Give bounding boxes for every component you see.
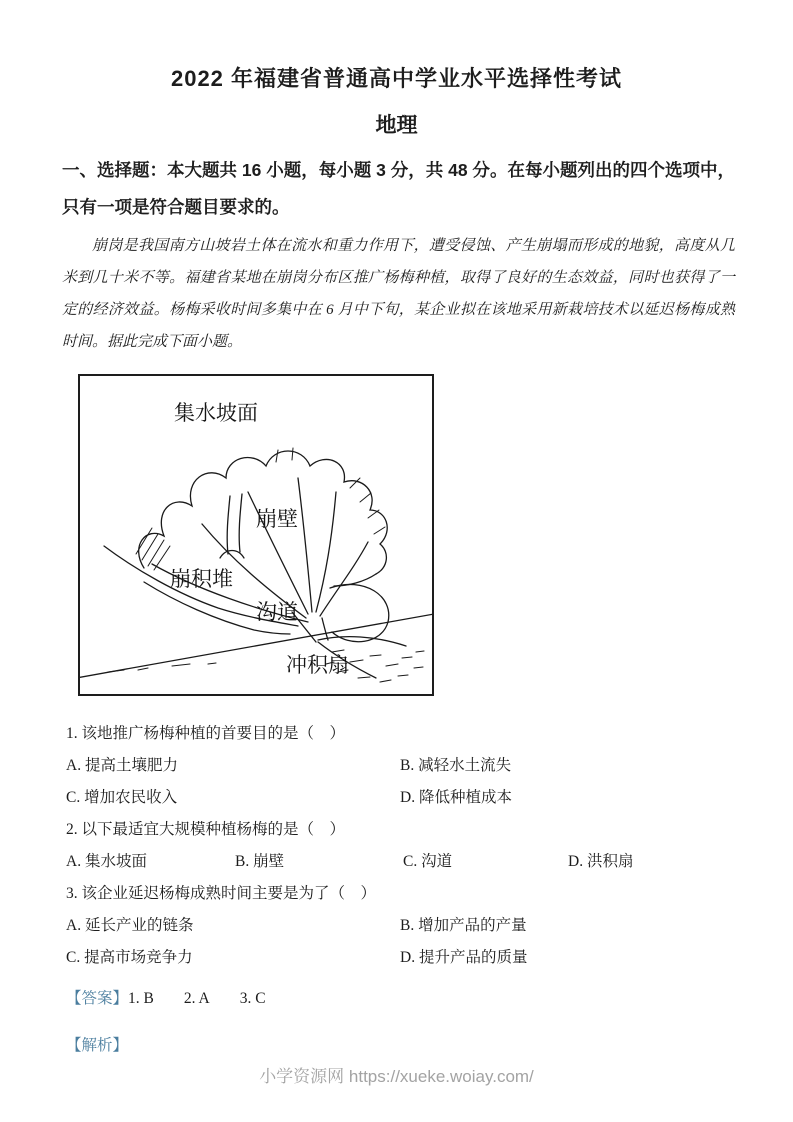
question-1-option-d: D. 降低种植成本: [400, 789, 512, 806]
answer-1: 1. B: [128, 990, 154, 1007]
question-1-options-row-2: [66, 782, 743, 814]
answers-label: 【答案】: [66, 990, 129, 1007]
sketch-lines: [80, 448, 432, 682]
section-instructions: 一、选择题：本大题共 16 小题，每小题 3 分，共 48 分。在每小题列出的四个选项中，只有一项是符合题目要求的。: [62, 160, 735, 217]
question-3-option-a: A. 延长产业的链条: [66, 917, 194, 934]
subject-title: 地理: [375, 114, 418, 137]
question-1-option-b: B. 减轻水土流失: [400, 757, 512, 774]
question-3-option-c: C. 提高市场竞争力: [66, 949, 193, 966]
figure-label-pile: 崩积堆: [170, 567, 233, 591]
question-3-option-d: D. 提升产品的质量: [400, 949, 528, 966]
question-3-stem: 3. 该企业延迟杨梅成熟时间主要是为了（ ）: [66, 885, 377, 902]
question-1-option-a: A. 提高土壤肥力: [66, 757, 178, 774]
question-1-stem: 1. 该地推广杨梅种植的首要目的是（ ）: [66, 725, 346, 742]
figure-label-channel: 沟道: [256, 600, 298, 624]
question-2-option-b: B. 崩壁: [235, 853, 285, 870]
figure-label-slope: 集水坡面: [174, 401, 258, 425]
answer-2: 2. A: [183, 990, 210, 1007]
analysis-line: [66, 1030, 743, 1062]
question-2-options-row: [66, 846, 743, 878]
question-2-option-c: C. 沟道: [403, 853, 453, 870]
question-2-option-d: D. 洪积扇: [568, 853, 634, 870]
question-2-stem: 2. 以下最适宜大规模种植杨梅的是（ ）: [66, 821, 346, 838]
sketch-right-lobe: [330, 584, 389, 641]
figure-label-fan: 冲积扇: [286, 653, 349, 677]
question-3-option-b: B. 增加产品的产量: [400, 917, 527, 934]
question-2-option-a: A. 集水坡面: [66, 853, 147, 870]
figure-label-wall: 崩壁: [256, 507, 298, 531]
landform-figure: [78, 374, 434, 696]
questions-block: [66, 718, 743, 1062]
question-1-option-c: C. 增加农民收入: [66, 789, 178, 806]
reading-passage: 崩岗是我国南方山坡岩土体在流水和重力作用下，遭受侵蚀、产生崩塌而形成的地貌，高度从几米到几十米不等。福建省某地在崩岗分布区推广杨梅种植，取得了良好的生态效益，同时也获得了一定的经济效益。杨梅采收时间多集中在 6 月中下旬，某企业拟在该地采用新栽培技术以延迟杨梅成熟时间。据此完成下面小题。: [62, 238, 735, 350]
bengang-sketch: [80, 376, 432, 694]
question-1-options-row-1: [66, 750, 743, 782]
answer-3: 3. C: [239, 990, 266, 1007]
footer-credit: 小学资源网 https://xueke.woiay.com/: [259, 1067, 534, 1086]
question-3-options-row-1: [66, 910, 743, 942]
analysis-label: 【解析】: [66, 1037, 129, 1054]
question-3-options-row-2: [66, 942, 743, 974]
page-title: 2022 年福建省普通高中学业水平选择性考试: [170, 66, 623, 91]
answers-line: [66, 983, 743, 1015]
